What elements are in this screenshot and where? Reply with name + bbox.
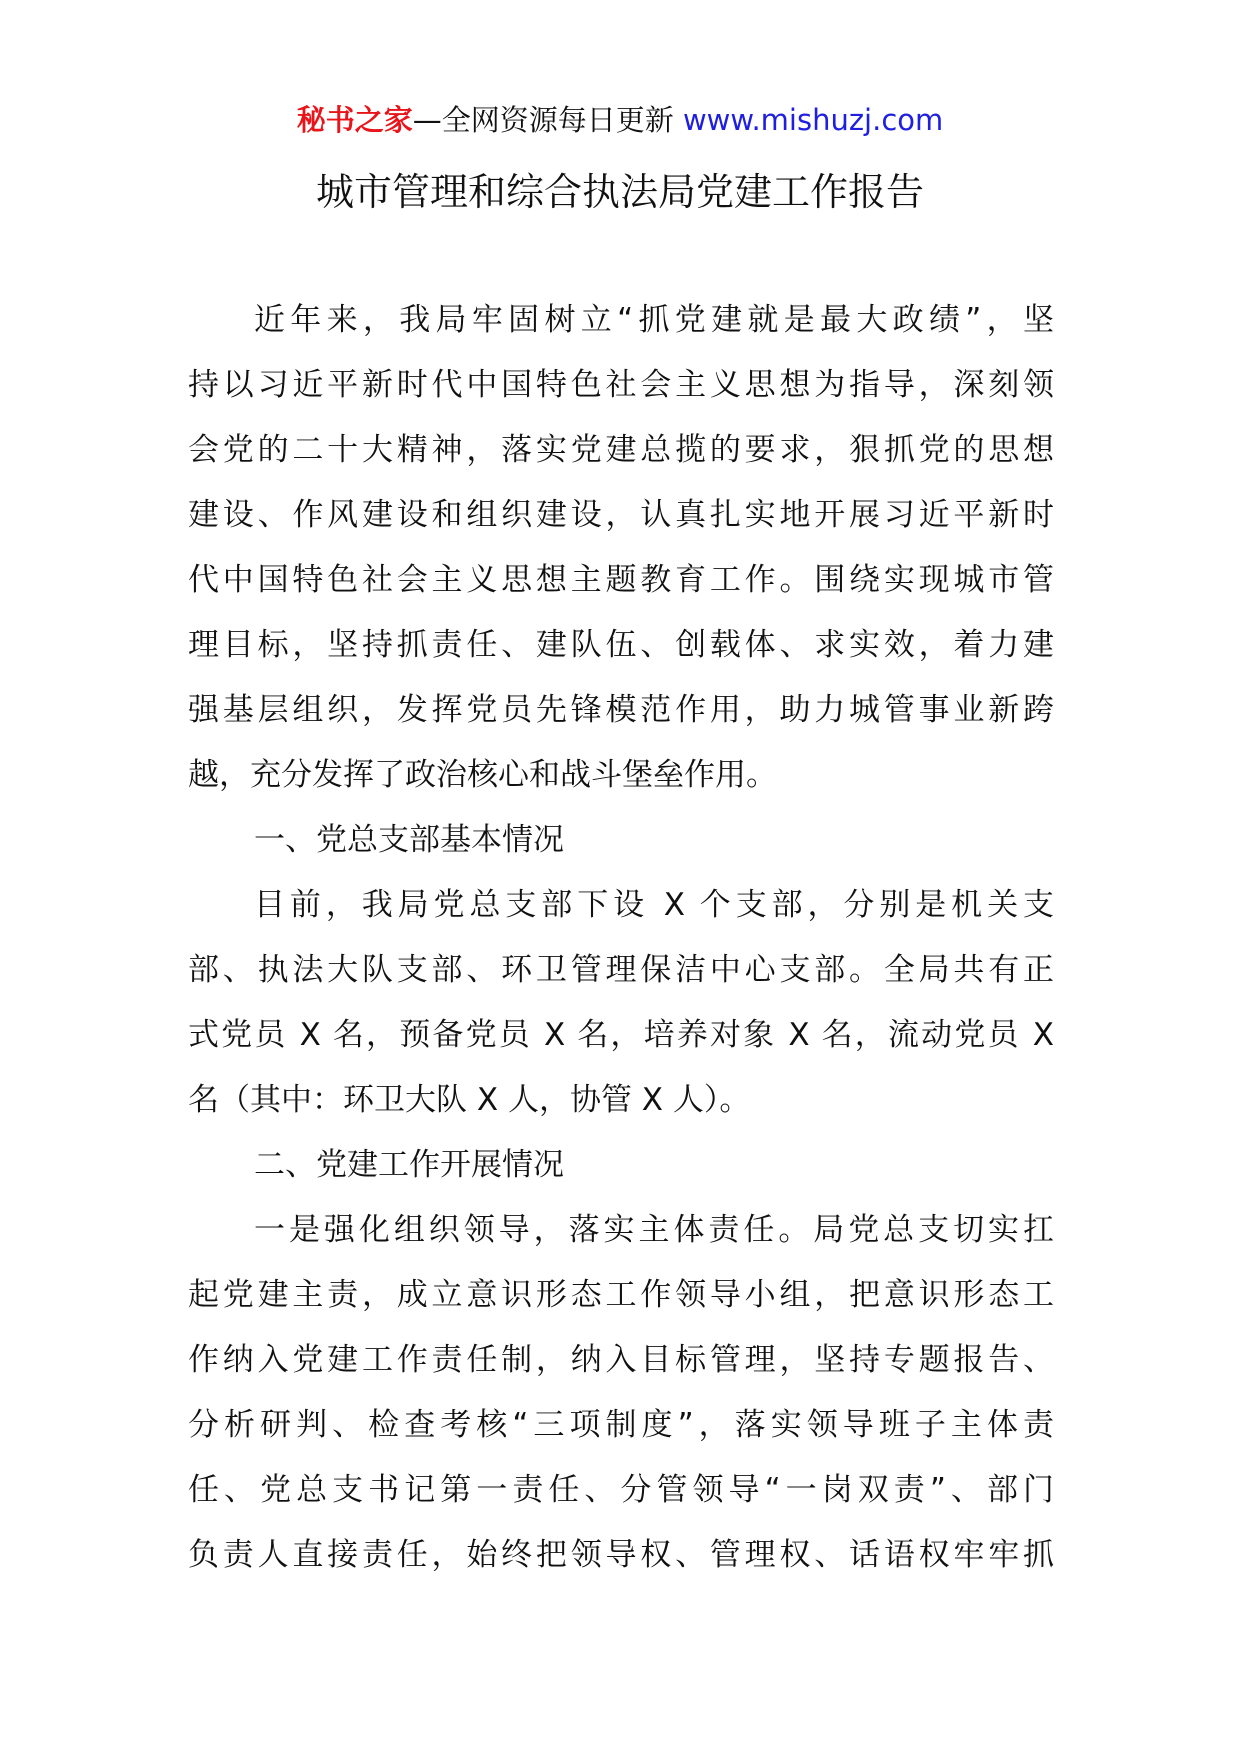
page-header [0, 100, 1240, 140]
paragraph-line: 一是强化组织领导，落实主体责任。局党总支切实扛 [254, 1212, 1054, 1248]
paragraph-line: 名（其中：环卫大队 X 人，协管 X 人）。 [188, 1082, 751, 1118]
paragraph-line: 起党建主责，成立意识形态工作领导小组，把意识形态工 [188, 1277, 1054, 1313]
website-link[interactable]: www.mishuzj.com [682, 103, 944, 137]
paragraph-line: 作纳入党建工作责任制，纳入目标管理，坚持专题报告、 [188, 1342, 1054, 1378]
section-heading: 二、党建工作开展情况 [254, 1147, 564, 1183]
paragraph-line: 持以习近平新时代中国特色社会主义思想为指导，深刻领 [188, 367, 1054, 403]
paragraph-line: 强基层组织，发挥党员先锋模范作用，助力城管事业新跨 [188, 692, 1054, 728]
paragraph-line: 部、执法大队支部、环卫管理保洁中心支部。全局共有正 [188, 952, 1054, 988]
paragraph-line: 近年来，我局牢固树立“抓党建就是最大政绩”，坚 [254, 302, 1054, 338]
paragraph-line: 理目标，坚持抓责任、建队伍、创载体、求实效，着力建 [188, 627, 1054, 663]
brand-name: 秘书之家 [296, 103, 413, 137]
header-slogan: —全网资源每日更新 [412, 103, 683, 137]
paragraph-line: 任、党总支书记第一责任、分管领导“一岗双责”、部门 [188, 1472, 1054, 1508]
paragraph-line: 负责人直接责任，始终把领导权、管理权、话语权牢牢抓 [188, 1537, 1054, 1573]
paragraph-line: 目前，我局党总支部下设 X 个支部，分别是机关支 [254, 887, 1054, 923]
document-title: 城市管理和综合执法局党建工作报告 [315, 170, 924, 214]
paragraph-line: 建设、作风建设和组织建设，认真扎实地开展习近平新时 [188, 497, 1054, 533]
paragraph-line: 代中国特色社会主义思想主题教育工作。围绕实现城市管 [188, 562, 1054, 598]
paragraph-line: 式党员 X 名，预备党员 X 名，培养对象 X 名，流动党员 X [188, 1017, 1054, 1053]
paragraph-line: 会党的二十大精神，落实党建总揽的要求，狠抓党的思想 [188, 432, 1054, 468]
document-body [188, 288, 1054, 1588]
paragraph-line: 分析研判、检查考核“三项制度”，落实领导班子主体责 [188, 1407, 1054, 1443]
paragraph-line: 越，充分发挥了政治核心和战斗堡垒作用。 [188, 757, 777, 793]
section-heading: 一、党总支部基本情况 [254, 822, 564, 858]
